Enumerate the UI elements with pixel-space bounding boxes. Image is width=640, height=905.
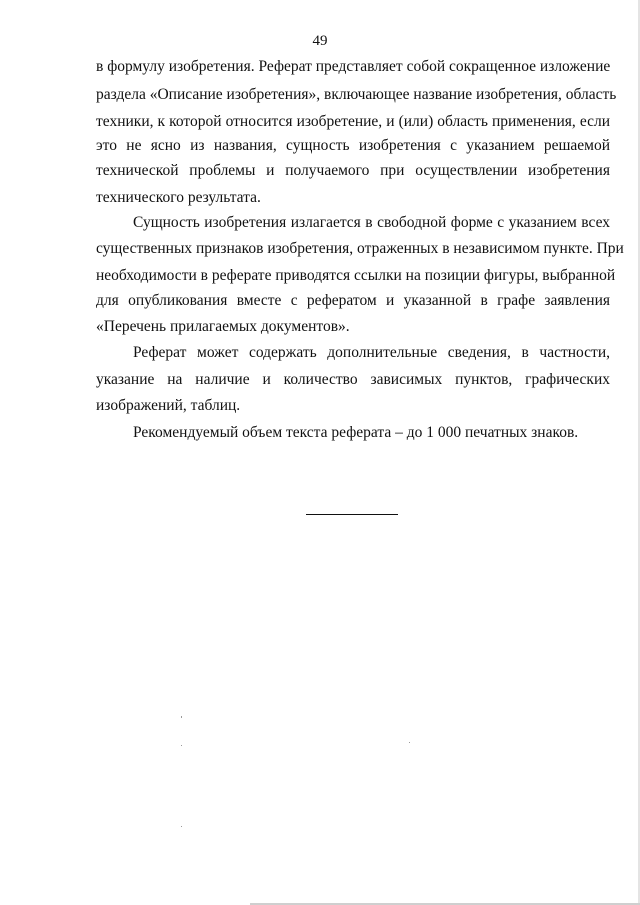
paragraph-line: Рекомендуемый объем текста реферата – до 1 000 печатных знаков. bbox=[133, 424, 579, 441]
scan-speck bbox=[409, 742, 410, 743]
paragraph-line: Реферат может содержать дополнительные сведения, в частности, bbox=[133, 344, 610, 361]
paragraph-line: «Перечень прилагаемых документов». bbox=[96, 318, 350, 335]
page-number: 49 bbox=[312, 33, 328, 49]
paragraph-line: раздела «Описание изобретения», включающее название изобретения, область bbox=[96, 86, 617, 103]
paragraph-line: необходимости в реферате приводятся ссылки на позиции фигуры, выбранной bbox=[96, 267, 616, 284]
paragraph-line: это не ясно из названия, сущность изобретения с указанием решаемой bbox=[96, 137, 610, 154]
scan-speck bbox=[181, 826, 182, 827]
paragraph-line: техники, к которой относится изобретение, и (или) область применения, если bbox=[96, 113, 610, 130]
paragraph-line: технического результата. bbox=[96, 189, 261, 206]
closing-rule bbox=[306, 514, 398, 515]
scan-speck bbox=[181, 745, 182, 746]
paragraph-line: изображений, таблиц. bbox=[96, 397, 241, 414]
paragraph-line: в формулу изобретения. Реферат представляет собой сокращенное изложение bbox=[96, 58, 611, 75]
scan-speck bbox=[181, 716, 182, 718]
paragraph-line: для опубликования вместе с рефератом и указанной в графе заявления bbox=[96, 292, 610, 309]
paragraph-line: существенных признаков изобретения, отраженных в независимом пункте. При bbox=[96, 240, 624, 257]
paragraph-line: технической проблемы и получаемого при осуществлении изобретения bbox=[96, 162, 610, 179]
paragraph-line: Сущность изобретения излагается в свободной форме с указанием всех bbox=[133, 214, 610, 231]
paragraph-line: указание на наличие и количество зависимых пунктов, графических bbox=[96, 371, 610, 388]
